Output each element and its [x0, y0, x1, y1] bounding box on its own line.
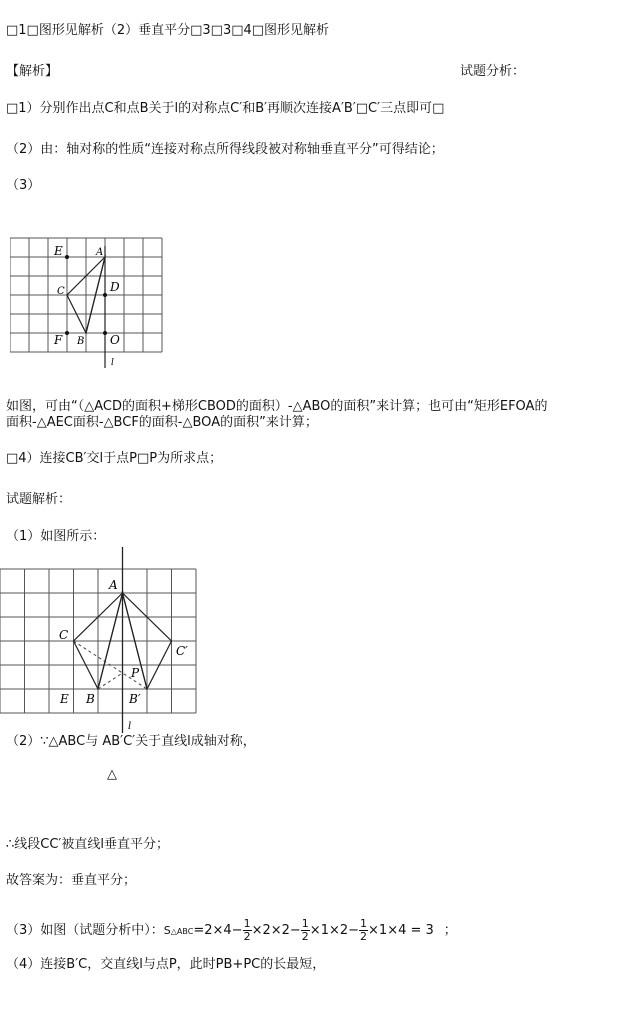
label-A: A: [96, 247, 104, 258]
area-term-1: =2×4−: [193, 923, 243, 938]
grid-figure-solution: [0, 545, 200, 735]
label-P: P: [131, 666, 140, 680]
label-E: E: [54, 244, 63, 258]
solution-heading: 试题解析：: [6, 492, 72, 507]
analysis-label: 试题分析：: [460, 64, 526, 79]
label-E2: E: [60, 692, 69, 706]
area-term-3: ×1×2−: [309, 923, 360, 938]
analysis-step-1: □1）分别作出点C和点B关于l的对称点C′和B′再顺次连接A′B′□C′三点即可□: [6, 101, 445, 116]
label-C: C: [57, 286, 65, 297]
area-term-4: ×1×4 = 3: [368, 923, 434, 938]
label-A2: A: [109, 578, 118, 592]
analysis-heading: 【解析】: [6, 64, 59, 79]
analysis-step-3: （3）: [6, 178, 41, 193]
solution-step-1: （1）如图所示：: [6, 529, 106, 544]
label-C-prime: C′: [176, 644, 188, 658]
label-O: O: [110, 333, 120, 347]
analysis-step-4-line-1: 如图，可由“（△ACD的面积+梯形CBOD的面积）-△ABO的面积”来计算；也可由“矩形EFOA的: [6, 399, 548, 414]
solution-step-2: （2）∵△ABC与 AB′C′关于直线l成轴对称，: [6, 734, 256, 749]
analysis-step-2: （2）由：轴对称的性质“连接对称点所得线段被对称轴垂直平分”可得结论；: [6, 142, 444, 157]
area-end: ；: [443, 923, 457, 938]
solution-step-4: （4）连接B′C，交直线l与点P，此时PB+PC的长最短，: [6, 957, 326, 972]
label-C2: C: [59, 628, 69, 642]
label-B-prime: B′: [129, 692, 141, 706]
label-l2: l: [128, 721, 132, 732]
grid-figure-analysis: [10, 232, 170, 372]
fraction-half-3: $\frac{1}{2}$: [360, 917, 368, 943]
solution-step-3: ∴线段CC′被直线l垂直平分；: [6, 837, 169, 852]
fraction-half-2: $\frac{1}{2}$: [301, 917, 309, 943]
answer-summary: □1□图形见解析（2）垂直平分□3□3□4□图形见解析: [6, 23, 330, 38]
label-l: l: [111, 358, 114, 368]
fraction-half-1: $\frac{1}{2}$: [243, 917, 251, 943]
area-prefix: （3）如图（试题分析中）：: [6, 923, 164, 938]
label-B2: B: [86, 692, 95, 706]
label-B: B: [77, 336, 85, 347]
analysis-step-4-line-2: 面积-△AEC面积-△BCF的面积-△BOA的面积”来计算；: [6, 415, 318, 430]
label-F: F: [54, 333, 63, 347]
solution-step-area: [6, 918, 457, 943]
area-subscript: △ABC: [170, 927, 194, 936]
triangle-symbol: △: [107, 767, 117, 782]
label-D: D: [110, 280, 120, 294]
area-symbol: S: [163, 924, 171, 937]
solution-answer: 故答案为：垂直平分；: [6, 873, 137, 888]
analysis-step-5: □4）连接CB′交l于点P□P为所求点；: [6, 451, 223, 466]
area-term-2: ×2×2−: [251, 923, 301, 938]
